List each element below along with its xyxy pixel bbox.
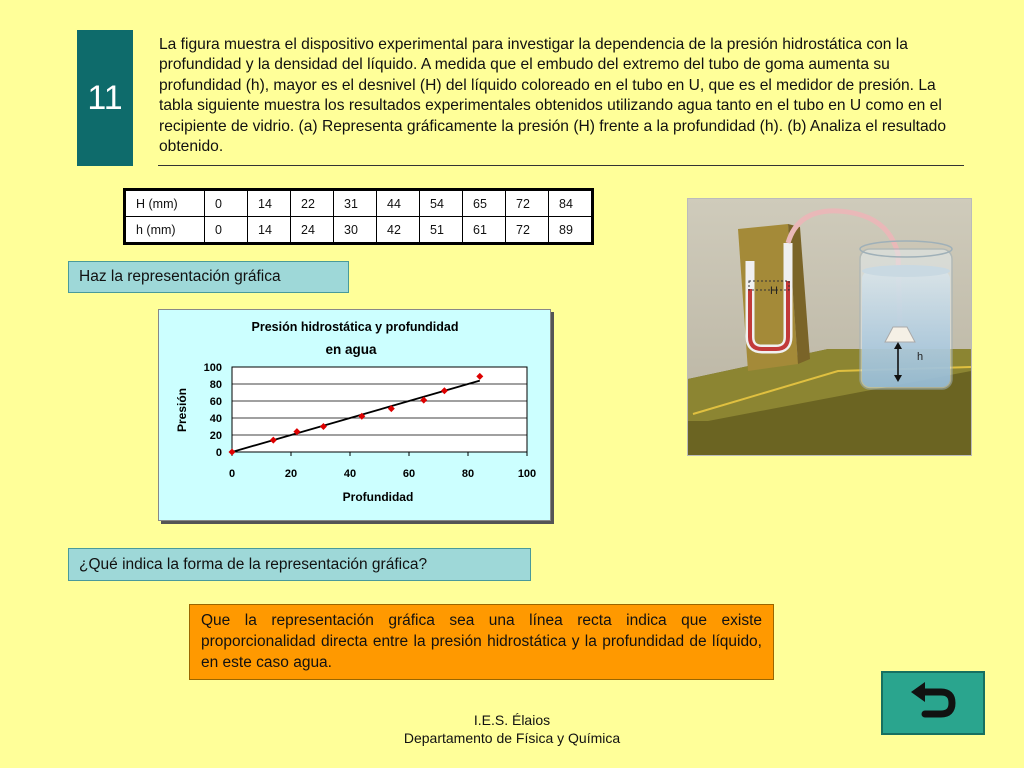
y-tick-label: 40 <box>209 413 222 425</box>
x-tick-label: 60 <box>402 468 416 480</box>
table-cell: 0 <box>205 190 248 217</box>
label-h: h <box>917 351 924 363</box>
table-cell: 84 <box>549 190 593 217</box>
table-cell: 42 <box>377 217 420 244</box>
y-tick-label: 100 <box>203 362 222 374</box>
table-cell: 14 <box>248 190 291 217</box>
table-cell: 65 <box>463 190 506 217</box>
table-cell: 31 <box>334 190 377 217</box>
table-cell: 30 <box>334 217 377 244</box>
prompt-graph-label: Haz la representación gráfica <box>68 261 349 293</box>
x-tick-label: 40 <box>343 468 357 480</box>
table-cell: 51 <box>420 217 463 244</box>
y-tick-label: 0 <box>215 447 222 459</box>
table-row <box>125 190 593 217</box>
y-tick-label: 80 <box>209 379 222 391</box>
x-axis-label: Profundidad <box>342 490 414 504</box>
answer-box: Que la representación gráfica sea una línea recta indica que existe proporcionalidad directa entre la presión hidrostática y la profundidad de líquido, en este caso agua. <box>189 604 774 680</box>
y-tick-label: 60 <box>209 396 222 408</box>
x-tick-label: 100 <box>517 468 537 480</box>
table-cell: 44 <box>377 190 420 217</box>
table-cell: 72 <box>506 190 549 217</box>
return-arrow-icon <box>907 681 959 725</box>
intro-divider <box>158 165 964 166</box>
pressure-depth-chart <box>158 309 551 521</box>
table-cell: 72 <box>506 217 549 244</box>
table-cell: 89 <box>549 217 593 244</box>
label-H: H <box>770 285 778 297</box>
table-cell: 24 <box>291 217 334 244</box>
slide-number: 11 <box>77 30 133 166</box>
back-button[interactable] <box>881 671 985 735</box>
data-table <box>123 188 594 245</box>
x-tick-label: 0 <box>228 468 236 480</box>
y-tick-label: 20 <box>209 430 222 442</box>
experiment-illustration <box>688 199 971 455</box>
table-row <box>125 217 593 244</box>
table-cell: 14 <box>248 217 291 244</box>
table-cell: 61 <box>463 217 506 244</box>
chart-title: Presión hidrostática y profundidad <box>251 320 459 334</box>
table-cell: 54 <box>420 190 463 217</box>
row-header: h (mm) <box>125 217 205 244</box>
chart-svg <box>159 310 550 520</box>
y-axis-label: Presión <box>175 387 189 433</box>
table-cell: 22 <box>291 190 334 217</box>
footer-department: Departamento de Física y Química <box>403 730 621 746</box>
table-cell: 0 <box>205 217 248 244</box>
intro-text: La figura muestra el dispositivo experimental para investigar la dependencia de la presión hidrostática con la profundidad y la densidad del líquido. A medida que el embudo del extremo del tubo de goma aumenta su profundidad (h), mayor es el desnivel (H) del líquido coloreado en el tubo en U, que es el medidor de presión. La tabla siguiente muestra los resultados experimentales obtenidos utilizando agua tanto en el tubo en U como en el recipiente de vidrio. (a) Representa gráficamente la presión (H) frente a la profundidad (h). (b) Analiza el resultado obtenido. <box>159 36 947 156</box>
footer-school: I.E.S. Élaios <box>473 712 551 728</box>
footer <box>362 711 662 747</box>
prompt-question-label: ¿Qué indica la forma de la representación gráfica? <box>68 548 531 581</box>
row-header: H (mm) <box>125 190 205 217</box>
x-tick-label: 80 <box>461 468 475 480</box>
x-tick-label: 20 <box>284 468 298 480</box>
chart-subtitle: en agua <box>325 342 377 357</box>
experiment-photo <box>687 198 972 456</box>
